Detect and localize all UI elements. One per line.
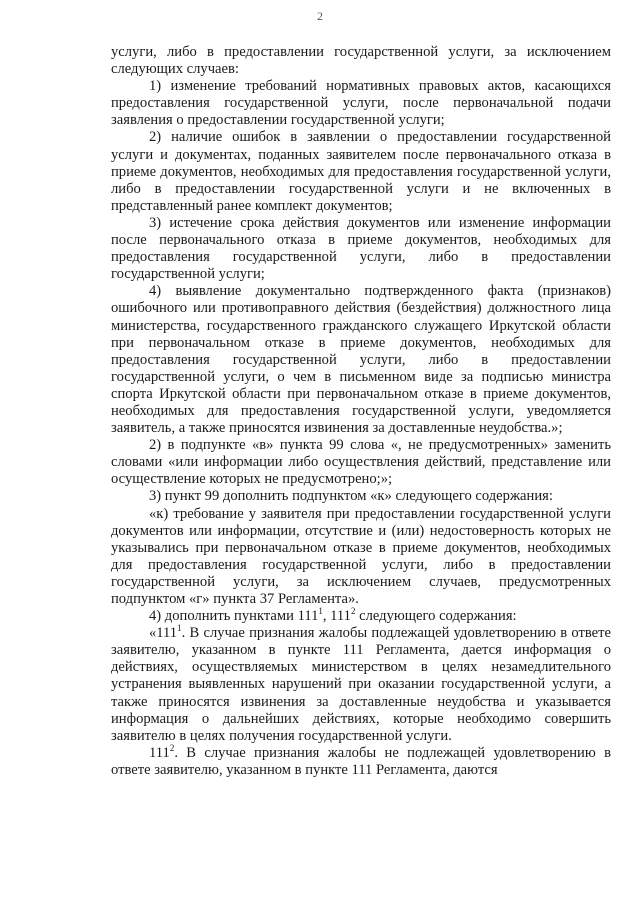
text-run: 111 xyxy=(149,744,170,761)
text-run: . В случае признания жалобы не подлежащей удовлетворению в ответе заявителю, указанном в пункте 111 Регламента, даются xyxy=(111,744,611,778)
superscript: 2 xyxy=(350,606,356,617)
paragraph-amendment-3: 3) пункт 99 дополнить подпунктом «к» следующего содержания: xyxy=(149,488,553,505)
paragraph-continuation: услуги, либо в предоставлении государственной услуги, за исключением следующих случаев: xyxy=(111,44,611,78)
superscript: 2 xyxy=(169,742,175,753)
page-number: 2 xyxy=(317,9,323,23)
text-run: . В случае признания жалобы подлежащей удовлетворению в ответе заявителю, указанном в пункте 111 Регламента, дается информация о действиях, осуществляемых министерством в целях незамедлительного устранения выявленных нарушений при оказании государственной услуги, а также приносятся извинения за доставленные неудобства и указывается информация о дальнейших действиях, которые необходимо совершить заявителю в целях получения государственной услуги. xyxy=(111,625,611,744)
paragraph-item-111-2 xyxy=(111,742,611,779)
paragraph-item-111-1 xyxy=(111,625,611,745)
paragraph-case-2: 2) наличие ошибок в заявлении о предоставлении государственной услуги и документах, поданных заявителем после первоначального отказа в приеме документов, необходимых для предоставления государственной услуги, либо в предоставлении государственной услуги и не включенных в представленный ранее комплект документов; xyxy=(111,129,611,214)
text-run: 4) дополнить пунктами 111 xyxy=(149,608,319,625)
text-run: следующего содержания: xyxy=(355,608,517,625)
paragraph-amendment-2: 2) в подпункте «в» пункта 99 слова «, не предусмотренных» заменить словами «или информации либо осуществления действий, представление или осуществление которых не предусмотрено;»; xyxy=(111,437,611,488)
text-run: , 111 xyxy=(322,608,351,625)
paragraph-case-4: 4) выявление документально подтвержденного факта (признаков) ошибочного или противоправного действия (бездействия) должностного лица министерства, государственного гражданского служащего Иркутской области при первоначальном отказе в приеме документов, необходимых для предоставления государственной услуги, либо в предоставлении государственной услуги, о чем в письменном виде за подписью министра спорта Иркутской области при первоначальном отказе в приеме документов, необходимых для предоставления государственной услуги, уведомляется заявитель, а также приносятся извинения за доставленные неудобства.»; xyxy=(111,283,611,437)
paragraph-amendment-4 xyxy=(111,608,611,625)
paragraph-case-1: 1) изменение требований нормативных правовых актов, касающихся предоставления государственной услуги, после первоначальной подачи заявления о предоставлении государственной услуги; xyxy=(111,78,611,129)
text-run: «111 xyxy=(149,625,178,642)
superscript: 1 xyxy=(177,623,182,634)
paragraph-case-3: 3) истечение срока действия документов или изменение информации после первоначального отказа в приеме документов, необходимых для предоставления государственной услуги, либо в предоставлении государственной услуги; xyxy=(111,214,611,283)
paragraph-subitem-k: «к) требование у заявителя при предоставлении государственной услуги документов или информации, отсутствие и (или) недостоверность которых не указывались при первоначальном отказе в приеме документов, необходимых для предоставления государственной услуги, либо в предоставлении государственной услуги, за исключением случаев, предусмотренных подпунктом «г» пункта 37 Регламента». xyxy=(111,505,611,607)
superscript: 1 xyxy=(318,606,323,617)
document-body xyxy=(111,44,611,779)
